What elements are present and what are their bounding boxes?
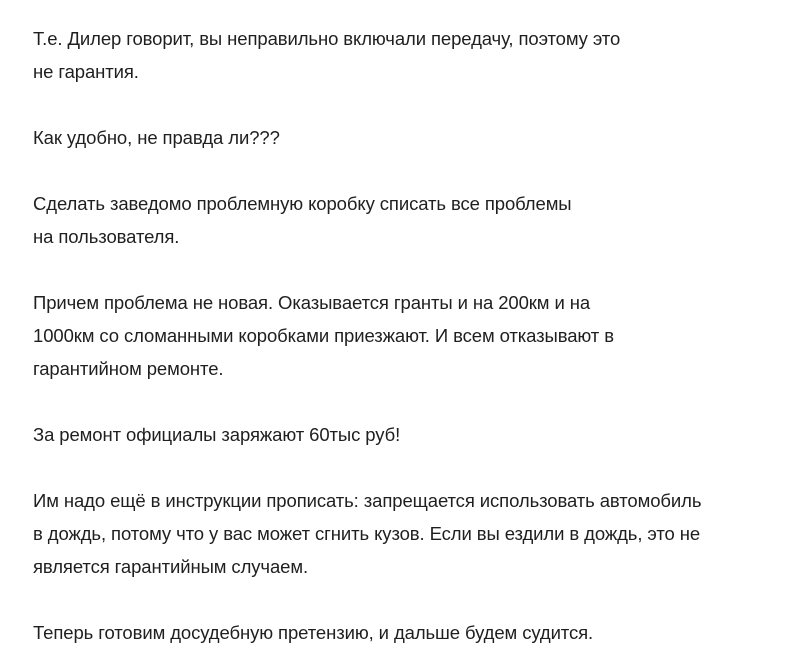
text-line: Как удобно, не правда ли??? (33, 127, 280, 148)
paragraph-gap (33, 88, 776, 121)
paragraph-gap (33, 583, 776, 616)
text-line: является гарантийным случаем. (33, 556, 308, 577)
paragraph-gap (33, 385, 776, 418)
text-line: Сделать заведомо проблемную коробку списать все проблемы (33, 193, 572, 214)
text-line: на пользователя. (33, 226, 180, 247)
paragraph-gap (33, 253, 776, 286)
paragraph-rain-analogy (33, 484, 776, 583)
text-line: 1000км со сломанными коробками приезжают. И всем отказывают в (33, 325, 614, 346)
text-line: Теперь готовим досудебную претензию, и дальше будем судится. (33, 622, 594, 643)
paragraph-rhetorical-question (33, 121, 776, 154)
text-line: в дождь, потому что у вас может сгнить кузов. Если вы ездили в дождь, это не (33, 523, 701, 544)
text-line: не гарантия. (33, 61, 139, 82)
paragraph-dealer-claim (33, 22, 776, 88)
paragraph-pretrial-claim (33, 616, 776, 649)
paragraph-gap (33, 451, 776, 484)
paragraph-problem-gearbox (33, 187, 776, 253)
paragraph-gap (33, 154, 776, 187)
text-line: Причем проблема не новая. Оказывается гранты и на 200км и на (33, 292, 591, 313)
text-line: Т.е. Дилер говорит, вы неправильно включали передачу, поэтому это (33, 28, 621, 49)
text-line: За ремонт официалы заряжают 60тыс руб! (33, 424, 401, 445)
text-line: гарантийном ремонте. (33, 358, 224, 379)
paragraph-not-new-problem (33, 286, 776, 385)
paragraph-repair-cost (33, 418, 776, 451)
text-line: Им надо ещё в инструкции прописать: запрещается использовать автомобиль (33, 490, 702, 511)
